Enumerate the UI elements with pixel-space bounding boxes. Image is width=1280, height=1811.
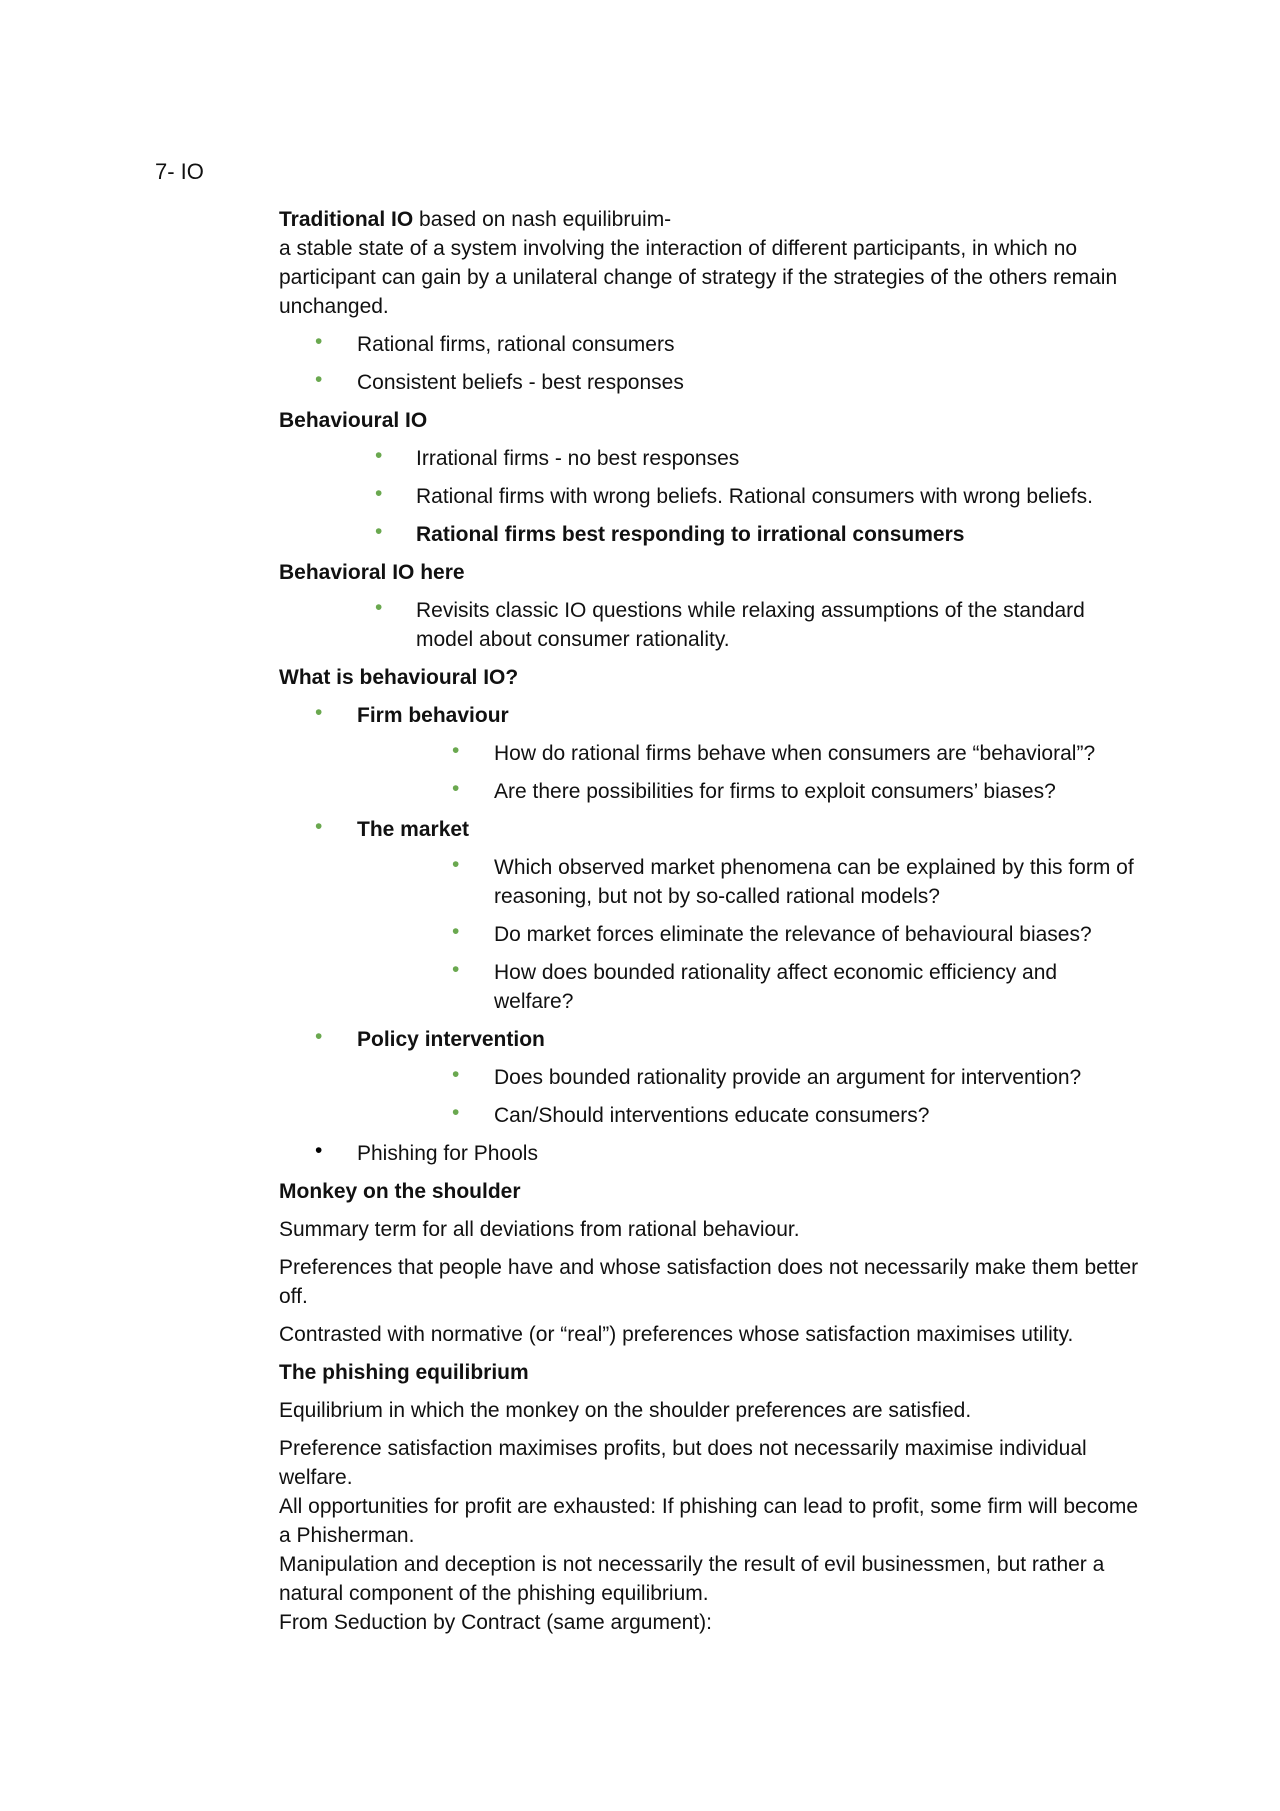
page-label: 7- IO	[155, 159, 204, 184]
traditional-io-line	[279, 205, 1139, 234]
list-item	[279, 739, 1139, 768]
list-item-text: The market	[357, 818, 470, 841]
list-item	[279, 520, 1139, 549]
bullet-icon: •	[452, 853, 460, 876]
bullet-icon: •	[315, 1025, 323, 1048]
list-item	[279, 596, 1139, 654]
traditional-io-heading: Traditional IO	[279, 208, 414, 231]
phishing-p2: Preference satisfaction maximises profits, but does not necessarily maximise individual welfare.	[279, 1437, 1087, 1489]
list-item-text: Consistent beliefs - best responses	[357, 371, 684, 394]
list-item-text: Phishing for Phools	[357, 1142, 538, 1165]
phishing-p3: All opportunities for profit are exhausted: If phishing can lead to profit, some firm will become a Phisherman.	[279, 1495, 1139, 1547]
list-item	[279, 368, 1139, 397]
list-item	[279, 815, 1139, 844]
list-item	[279, 1139, 1139, 1168]
bullet-icon: •	[452, 777, 460, 800]
list-item	[279, 777, 1139, 806]
traditional-bullets	[279, 330, 1139, 397]
behavioral-io-here-heading	[279, 558, 1139, 587]
list-item	[279, 1101, 1139, 1130]
list-item-text: Do market forces eliminate the relevance of behavioural biases?	[494, 923, 1092, 946]
list-item	[279, 701, 1139, 730]
bullet-icon: •	[375, 520, 383, 543]
what-is-list	[279, 701, 1139, 1168]
bullet-icon: •	[315, 368, 323, 391]
list-item	[279, 482, 1139, 511]
monkey-heading	[279, 1177, 1139, 1206]
bullet-icon: •	[375, 444, 383, 467]
monkey-p2: Preferences that people have and whose satisfaction does not necessarily make them better off.	[279, 1256, 1139, 1308]
behavioural-bullets	[279, 444, 1139, 549]
list-item-text: Does bounded rationality provide an argument for intervention?	[494, 1066, 1082, 1089]
list-item-text: Irrational firms - no best responses	[416, 447, 740, 470]
list-item-text: Rational firms, rational consumers	[357, 333, 675, 356]
list-item	[279, 920, 1139, 949]
phishing-p4: Manipulation and deception is not necessarily the result of evil businessmen, but rather a natural component of the phishing equilibrium.	[279, 1553, 1105, 1605]
list-item-text: How do rational firms behave when consumers are “behavioral”?	[494, 742, 1096, 765]
bullet-icon: •	[375, 482, 383, 505]
bullet-icon: •	[452, 739, 460, 762]
monkey-p1: Summary term for all deviations from rational behaviour.	[279, 1218, 800, 1241]
list-item	[279, 1063, 1139, 1092]
list-item-text: Revisits classic IO questions while relaxing assumptions of the standard model about consumer rationality.	[416, 599, 1085, 651]
bullet-icon: •	[452, 920, 460, 943]
phishing-p1: Equilibrium in which the monkey on the shoulder preferences are satisfied.	[279, 1399, 972, 1422]
bullet-icon: •	[315, 701, 323, 724]
monkey-p3: Contrasted with normative (or “real”) preferences whose satisfaction maximises utility.	[279, 1323, 1074, 1346]
list-item	[279, 444, 1139, 473]
list-item	[279, 853, 1139, 911]
traditional-io-heading-rest: based on nash equilibruim-	[413, 208, 672, 231]
list-item	[279, 330, 1139, 359]
what-is-behavioural-io-heading	[279, 663, 1139, 692]
list-item	[279, 958, 1139, 1016]
behavioural-io-heading	[279, 406, 1139, 435]
list-item-text: Firm behaviour	[357, 704, 509, 727]
list-item-text: Rational firms best responding to irrational consumers	[416, 523, 965, 546]
list-item-text: Can/Should interventions educate consumers?	[494, 1104, 930, 1127]
phishing-equilibrium-heading	[279, 1358, 1139, 1387]
bullet-icon: •	[452, 958, 460, 981]
behavioral-here-bullets	[279, 596, 1139, 654]
bullet-icon: •	[375, 596, 383, 619]
nash-definition: a stable state of a system involving the interaction of different participants, in which no participant can gain by a unilateral change of strategy if the strategies of the others remain unchanged.	[279, 237, 1118, 318]
heading-text: Behavioral IO here	[279, 561, 465, 584]
bullet-icon: •	[452, 1063, 460, 1086]
list-item-text: Policy intervention	[357, 1028, 545, 1051]
heading-text: The phishing equilibrium	[279, 1361, 529, 1384]
phishing-p5: From Seduction by Contract (same argument):	[279, 1611, 713, 1634]
bullet-icon: •	[452, 1101, 460, 1124]
bullet-icon: •	[315, 1139, 323, 1162]
list-item-text: How does bounded rationality affect economic efficiency and welfare?	[494, 961, 1058, 1013]
document-body	[279, 205, 1139, 1637]
list-item-text: Rational firms with wrong beliefs. Rational consumers with wrong beliefs.	[416, 485, 1093, 508]
list-item-text: Which observed market phenomena can be explained by this form of reasoning, but not by so-called rational models?	[494, 856, 1134, 908]
heading-text: What is behavioural IO?	[279, 666, 519, 689]
bullet-icon: •	[315, 815, 323, 838]
heading-text: Monkey on the shoulder	[279, 1180, 521, 1203]
list-item-text: Are there possibilities for firms to exploit consumers’ biases?	[494, 780, 1056, 803]
bullet-icon: •	[315, 330, 323, 353]
list-item	[279, 1025, 1139, 1054]
heading-text: Behavioural IO	[279, 409, 428, 432]
